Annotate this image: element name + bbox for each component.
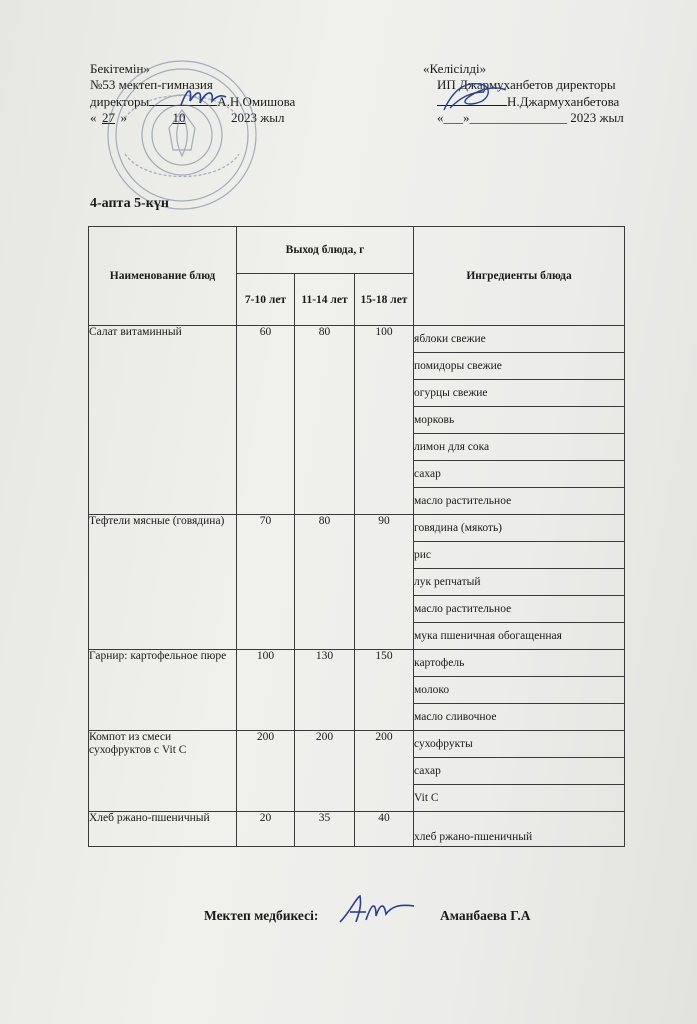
yield-11-14: 35	[295, 812, 355, 847]
ingredient: сахар	[414, 461, 625, 488]
approval-right-line1: «Келісілді»	[423, 61, 487, 76]
ingredient: помидоры свежие	[414, 353, 625, 380]
approval-left-date: « 27 » 10 2023 жыл	[90, 110, 285, 125]
header-ingredients: Ингредиенты блюда	[414, 227, 625, 326]
yield-11-14: 130	[295, 650, 355, 731]
approval-right-date: «___»_______________ 2023 жыл	[437, 110, 624, 125]
approval-left-title: директоры	[90, 94, 150, 109]
ingredient: мука пшеничная обогащенная	[414, 623, 625, 650]
yield-11-14: 80	[295, 515, 355, 650]
yield-15-18: 100	[355, 326, 414, 515]
yield-7-10: 60	[237, 326, 295, 515]
yield-7-10: 70	[237, 515, 295, 650]
ingredient: масло растительное	[414, 596, 625, 623]
header-dish-name: Наименование блюд	[89, 227, 237, 326]
nurse-name: Аманбаева Г.А	[440, 908, 531, 923]
dish-name: Тефтели мясные (говядина)	[89, 515, 237, 650]
table-row	[89, 812, 625, 847]
approval-left-line2: №53 мектеп-гимназия	[90, 77, 213, 92]
yield-15-18: 90	[355, 515, 414, 650]
ingredient: говядина (мякоть)	[414, 515, 625, 542]
yield-7-10: 100	[237, 650, 295, 731]
round-stamp-icon	[105, 58, 260, 213]
ingredient: Vit C	[414, 785, 625, 812]
approval-left-year: 2023 жыл	[231, 110, 285, 125]
contractor-signature-icon	[440, 78, 510, 116]
dish-name: Гарнир: картофельное пюре	[89, 650, 237, 731]
menu-table	[88, 226, 625, 847]
table-row	[89, 731, 625, 758]
approval-right-name: Н.Джармуханбетова	[507, 94, 620, 109]
table-row	[89, 326, 625, 353]
header-yield: Выход блюда, г	[237, 227, 414, 274]
table-row	[89, 650, 625, 677]
yield-15-18: 200	[355, 731, 414, 812]
yield-15-18: 40	[355, 812, 414, 847]
dish-name: Салат витаминный	[89, 326, 237, 515]
ingredient: масло растительное	[414, 488, 625, 515]
ingredient: морковь	[414, 407, 625, 434]
yield-11-14: 80	[295, 326, 355, 515]
dish-name: Хлеб ржано-пшеничный	[89, 812, 237, 847]
approval-left-month: 10	[172, 110, 186, 125]
yield-11-14: 200	[295, 731, 355, 812]
director-signature-icon	[178, 83, 228, 111]
yield-7-10: 20	[237, 812, 295, 847]
header-age-11-14: 11-14 лет	[295, 274, 355, 326]
ingredient: хлеб ржано-пшеничный	[414, 812, 625, 847]
nurse-signature-icon	[336, 892, 416, 928]
ingredient: картофель	[414, 650, 625, 677]
ingredient: огурцы свежие	[414, 380, 625, 407]
ingredient: молоко	[414, 677, 625, 704]
approval-right-line2: ИП Джармуханбетов директоры	[437, 77, 616, 92]
header-age-15-18: 15-18 лет	[355, 274, 414, 326]
nurse-label: Мектеп медбикесі:	[204, 908, 319, 923]
ingredient: рис	[414, 542, 625, 569]
ingredient: сахар	[414, 758, 625, 785]
week-day-label: 4-апта 5-күн	[90, 196, 169, 211]
approval-left-line1: Бекітемін»	[90, 61, 150, 76]
yield-15-18: 150	[355, 650, 414, 731]
ingredient: масло сливочное	[414, 704, 625, 731]
approval-left-name: А.Н.Омишова	[217, 94, 296, 109]
table-row	[89, 515, 625, 542]
approval-left-day: 27	[102, 110, 115, 125]
dish-name: Компот из смеси сухофруктов с Vit C	[89, 731, 237, 812]
ingredient: лук репчатый	[414, 569, 625, 596]
ingredient: лимон для сока	[414, 434, 625, 461]
ingredient: сухофрукты	[414, 731, 625, 758]
ingredient: яблоки свежие	[414, 326, 625, 353]
header-age-7-10: 7-10 лет	[237, 274, 295, 326]
yield-7-10: 200	[237, 731, 295, 812]
